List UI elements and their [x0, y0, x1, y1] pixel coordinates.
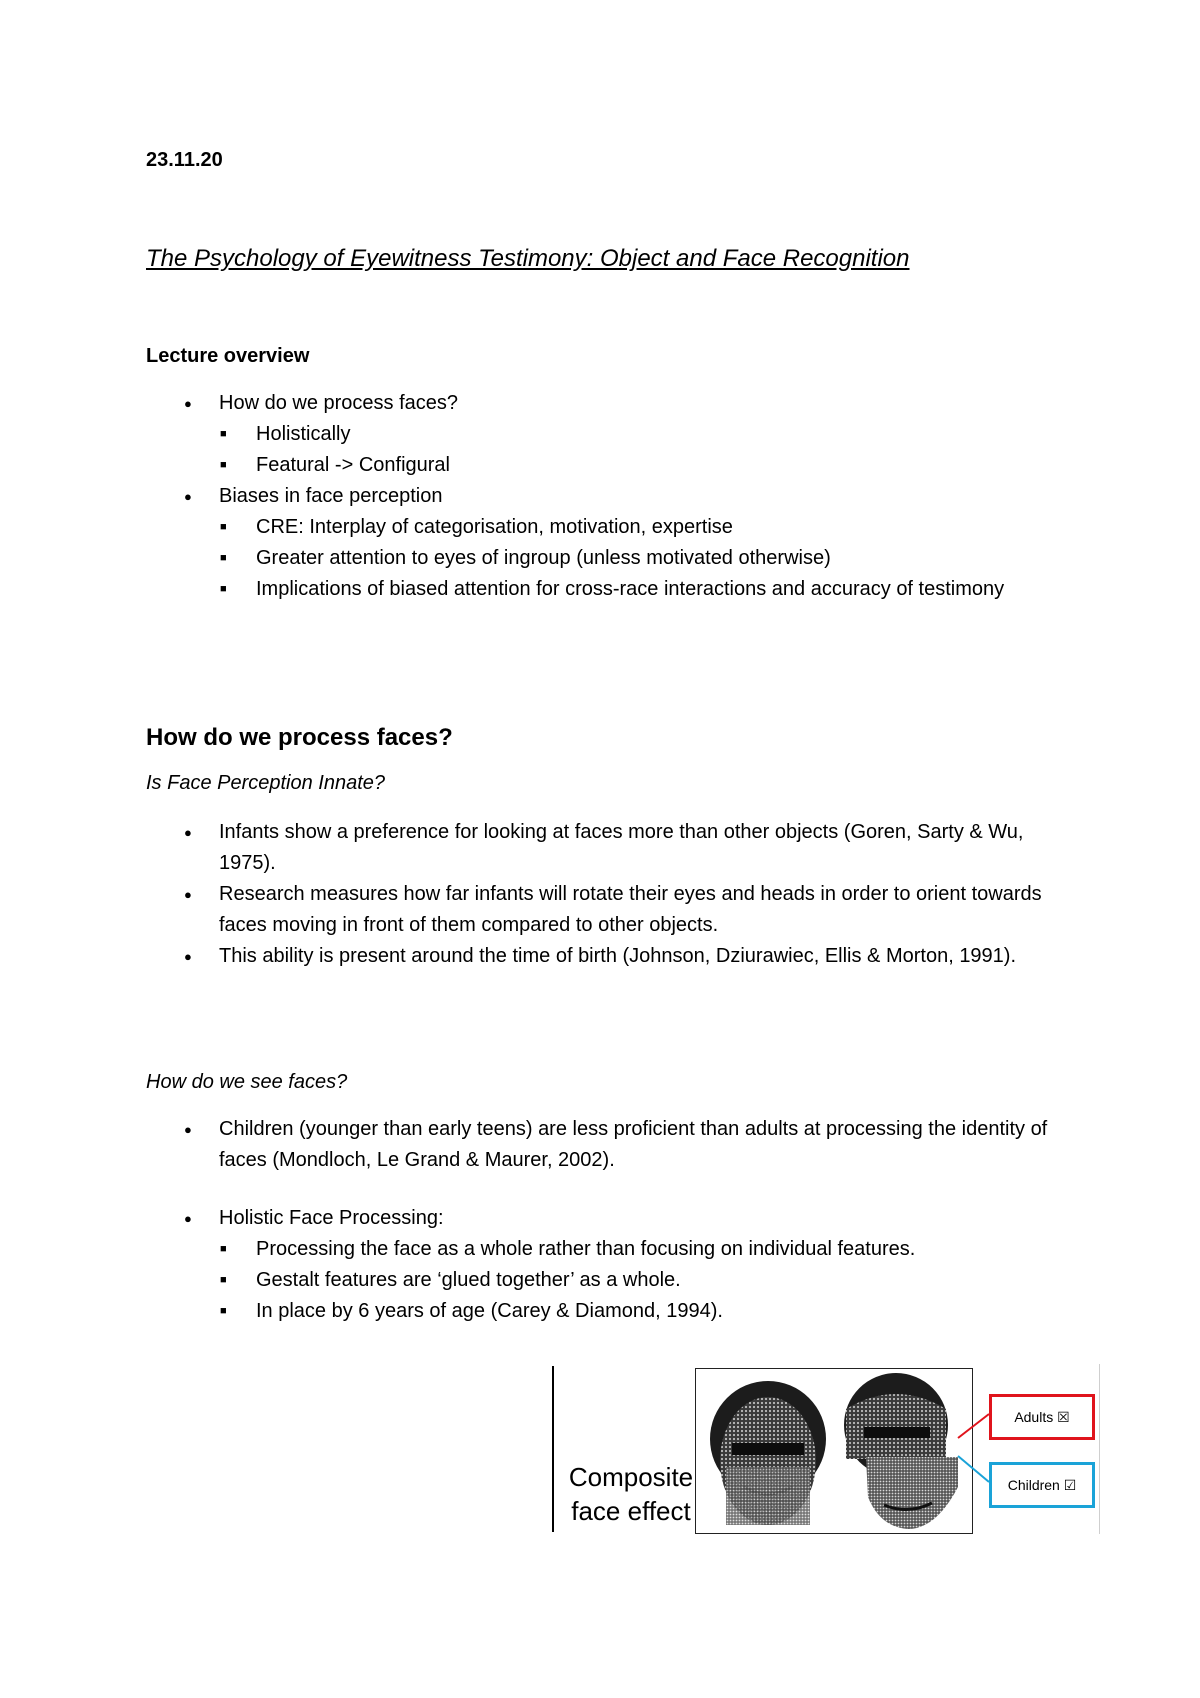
list-subitem: ■ In place by 6 years of age (Carey & Diamond, 1994).: [0, 1296, 1006, 1327]
list-item: ● This ability is present around the time of birth (Johnson, Dziurawiec, Ellis & Morton, 1991).: [0, 941, 1059, 972]
lecture-date: 23.11.20: [146, 149, 223, 171]
aligned-face: [710, 1381, 826, 1525]
overview-item: ● Biases in face perception: [0, 481, 1059, 512]
overview-heading: Lecture overview: [146, 345, 310, 367]
document-title: The Psychology of Eyewitness Testimony: Object and Face Recognition: [146, 245, 910, 272]
list-subitem: ■ Processing the face as a whole rather than focusing on individual features.: [0, 1234, 1006, 1265]
subsection-heading-see-faces: How do we see faces?: [146, 1071, 348, 1093]
list-item: ● Holistic Face Processing:: [0, 1203, 1059, 1234]
see-faces-list: [0, 1114, 1200, 1327]
list-item: ● Infants show a preference for looking at faces more than other objects (Goren, Sarty & Wu, 1975).: [0, 817, 1059, 879]
overview-item: ● How do we process faces?: [0, 388, 1059, 419]
overview-subitem: ■ Greater attention to eyes of ingroup (unless motivated otherwise): [0, 543, 1006, 574]
overview-subitem: ■ CRE: Interplay of categorisation, motivation, expertise: [0, 512, 1006, 543]
list-item: ● Children (younger than early teens) are less proficient than adults at processing the identity of faces (Mondloch, Le Grand & Maurer, 2002).: [0, 1114, 1059, 1176]
caption-line-2: face effect: [571, 1496, 691, 1526]
innate-list: [0, 817, 1200, 972]
composite-face-figure: [552, 1364, 1100, 1534]
overview-subitem: ■ Implications of biased attention for cross-race interactions and accuracy of testimony: [0, 574, 1006, 605]
figure-right-edge: [1099, 1364, 1100, 1534]
caption-line-1: Composite: [568, 1462, 694, 1492]
subsection-heading-innate: Is Face Perception Innate?: [146, 772, 386, 794]
overview-list: [0, 388, 1200, 605]
face-illustration: [696, 1369, 972, 1533]
composite-face-image: [695, 1368, 973, 1534]
spacer: [0, 1176, 1200, 1203]
section-heading: How do we process faces?: [146, 724, 453, 751]
list-item: ● Research measures how far infants will rotate their eyes and heads in order to orient towards faces moving in front of them compared to other objects.: [0, 879, 1059, 941]
list-subitem: ■ Gestalt features are ‘glued together’ as a whole.: [0, 1265, 1006, 1296]
figure-caption: [566, 1460, 696, 1528]
adults-label-box: Adults ☒: [989, 1394, 1095, 1440]
figure-divider: [552, 1366, 554, 1532]
overview-subitem: ■ Holistically: [0, 419, 1006, 450]
children-label-box: Children ☑: [989, 1462, 1095, 1508]
overview-subitem: ■ Featural -> Configural: [0, 450, 1006, 481]
misaligned-face: [844, 1373, 958, 1529]
